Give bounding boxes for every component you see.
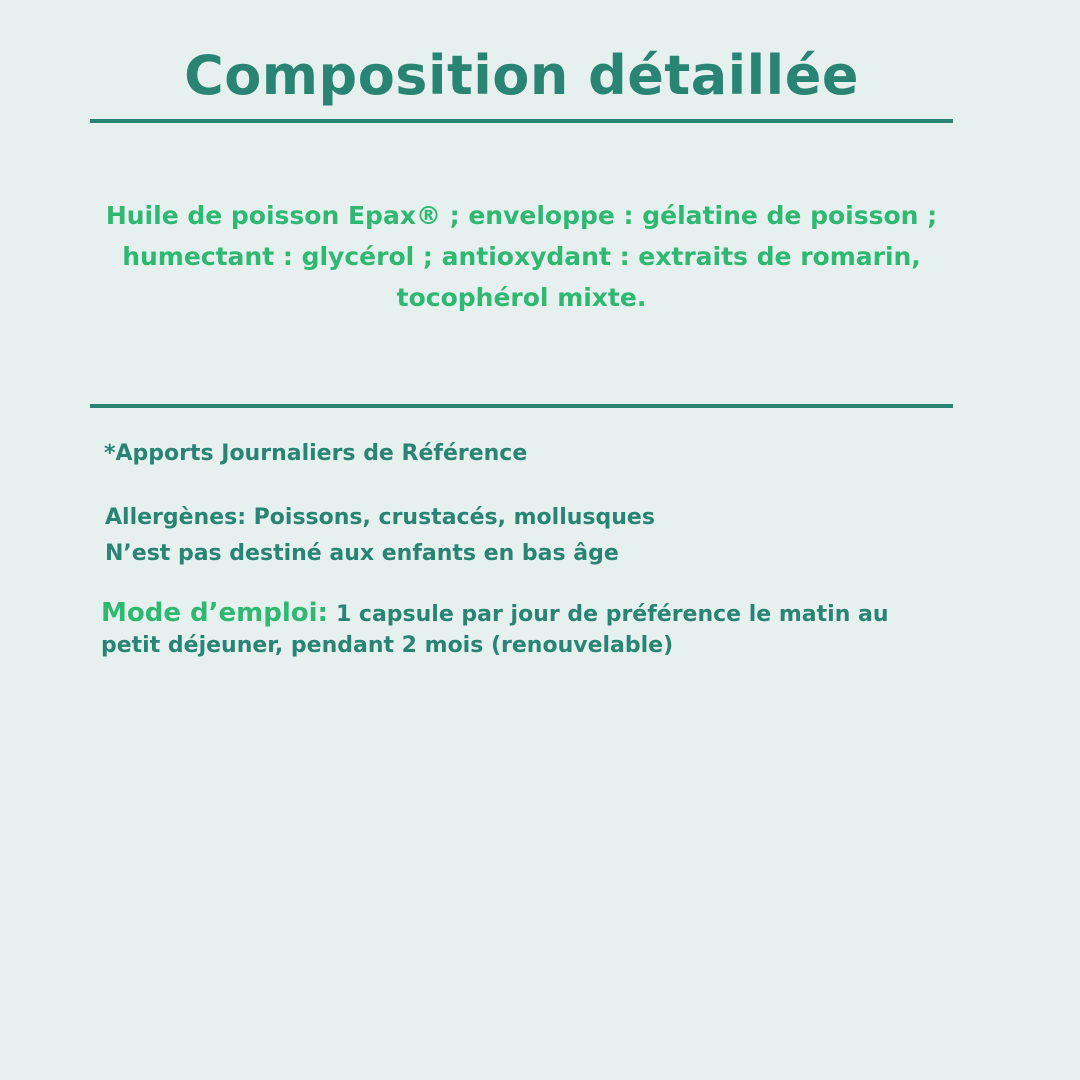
top-divider [90,119,953,123]
ingredients-line: tocophérol mixte. [396,283,647,312]
usage-text-line2: petit déjeuner, pendant 2 mois (renouvelable) [101,633,674,658]
children-warning: N’est pas destiné aux enfants en bas âge [105,541,619,566]
bottom-divider [90,404,953,408]
ingredients-line: Huile de poisson Epax® ; enveloppe : gélatine de poisson ; [105,201,938,230]
reference-footnote: *Apports Journaliers de Référence [104,441,528,466]
allergens-block [105,500,655,572]
usage-first-row [101,596,889,632]
page-title: Composition détaillée [184,44,859,107]
ingredients-block [90,195,953,318]
usage-text-line1: 1 capsule par jour de préférence le matin au [335,602,889,627]
usage-label: Mode d’emploi: [101,598,328,628]
ingredients-line: humectant : glycérol ; antioxydant : extraits de romarin, [122,242,921,271]
allergens-line: Allergènes: Poissons, crustacés, mollusques [105,505,655,530]
usage-block [101,596,889,660]
